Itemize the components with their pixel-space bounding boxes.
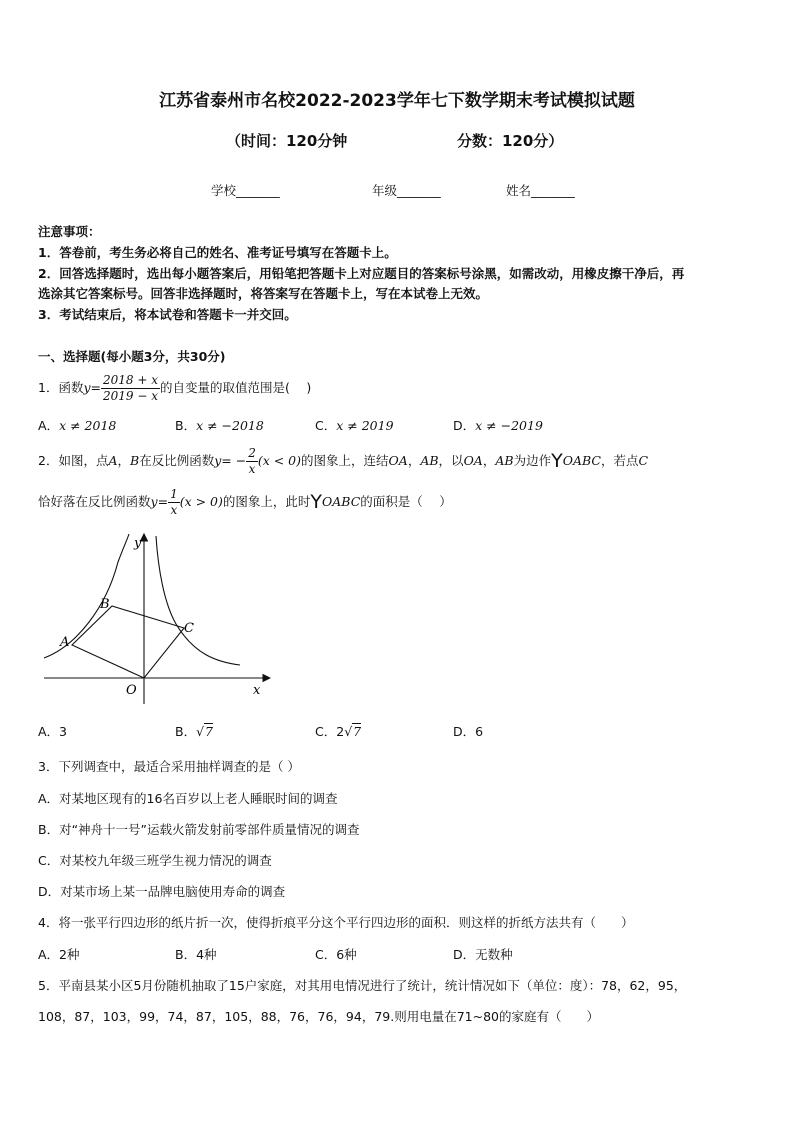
q2-option-b: B．√7: [175, 724, 213, 739]
question-2-line-1: 2．如图，点A，B在反比例函数y= − $\frac{2}{x}$ (x < 0)的图象上，连结OA，AB，以OA，AB为边作YOABC，若点C: [38, 446, 649, 476]
exam-score: 分数：120分）: [457, 132, 564, 150]
q4-option-c: C．6种: [315, 947, 357, 962]
q2-option-d: D．6: [453, 724, 484, 739]
question-5-line-2: 108，87，103，99，74，87，105，88，76，76，94，79.则用电量在71~80的家庭有（ ）: [38, 1009, 599, 1024]
q3-option-a: A．对某地区现有的16名百岁以上老人睡眠时间的调查: [38, 791, 338, 806]
question-5-line-1: 5．平南县某小区5月份随机抽取了15户家庭，对其用电情况进行了统计，统计情况如下（单位：度）：78，62，95，: [38, 978, 687, 993]
school-field: 学校_______: [211, 183, 280, 198]
notice-heading: 注意事项：: [38, 224, 101, 239]
page-title: 江苏省泰州市名校2022-2023学年七下数学期末考试模拟试题: [159, 91, 635, 111]
q3-option-c: C．对某校九年级三班学生视力情况的调查: [38, 853, 272, 868]
grade-field: 年级_______: [372, 183, 441, 198]
q1-option-b: B．x ≠ −2018: [175, 418, 264, 433]
left-hyperbola-branch: [44, 534, 129, 658]
question-2-line-2: 恰好落在反比例函数y= $\frac{1}{x}$ (x > 0)的图象上，此时YOABC的面积是（ ）: [38, 487, 452, 517]
question-4: 4．将一张平行四边形的纸片折一次，使得折痕平分这个平行四边形的面积．则这样的折纸方法共有（ ）: [38, 915, 634, 930]
point-b-label: B: [100, 597, 110, 612]
right-hyperbola-branch: [156, 536, 240, 665]
origin-label: O: [126, 683, 137, 698]
q1-option-c: C．x ≠ 2019: [315, 418, 394, 433]
q2-option-a: A．3: [38, 724, 68, 739]
question-1: 1．函数y= $\frac{2018 + x}{2019 - x}$ 的自变量的取值范围是( ): [38, 373, 312, 403]
section-heading: 一、选择题(每小题3分，共30分): [38, 349, 226, 364]
hyperbola-figure: [36, 528, 276, 708]
notice-item-1: 1．答卷前，考生务必将自己的姓名、准考证号填写在答题卡上。: [38, 245, 397, 260]
q1-option-a: A．x ≠ 2018: [38, 418, 117, 433]
q4-option-a: A．2种: [38, 947, 80, 962]
name-field: 姓名_______: [506, 183, 575, 198]
parallelogram-oabc: [72, 606, 184, 678]
x-axis-label: x: [253, 683, 261, 698]
q4-option-d: D．无数种: [453, 947, 513, 962]
question-3: 3．下列调查中，最适合采用抽样调查的是（ ）: [38, 759, 300, 774]
q1-fraction: $\frac{2018 + x}{2019 - x}$: [103, 373, 158, 403]
q4-option-b: B．4种: [175, 947, 217, 962]
q3-option-b: B．对“神舟十一号”运载火箭发射前零部件质量情况的调查: [38, 822, 360, 837]
q3-option-d: D．对某市场上某一品牌电脑使用寿命的调查: [38, 884, 286, 899]
point-c-label: C: [184, 621, 194, 636]
q1-option-d: D．x ≠ −2019: [453, 418, 543, 433]
notice-item-3: 3．考试结束后，将本试卷和答题卡一并交回。: [38, 307, 297, 322]
exam-time: （时间：120分钟: [226, 132, 348, 150]
notice-item-2-cont: 选涂其它答案标号。回答非选择题时，将答案写在答题卡上，写在本试卷上无效。: [38, 286, 489, 301]
q2-option-c: C．2√7: [315, 724, 362, 739]
y-axis-label: y: [134, 536, 142, 551]
notice-item-2: 2．回答选择题时，选出每小题答案后，用铅笔把答题卡上对应题目的答案标号涂黑，如需改动，用橡皮擦干净后，再: [38, 266, 685, 281]
point-a-label: A: [60, 635, 70, 650]
